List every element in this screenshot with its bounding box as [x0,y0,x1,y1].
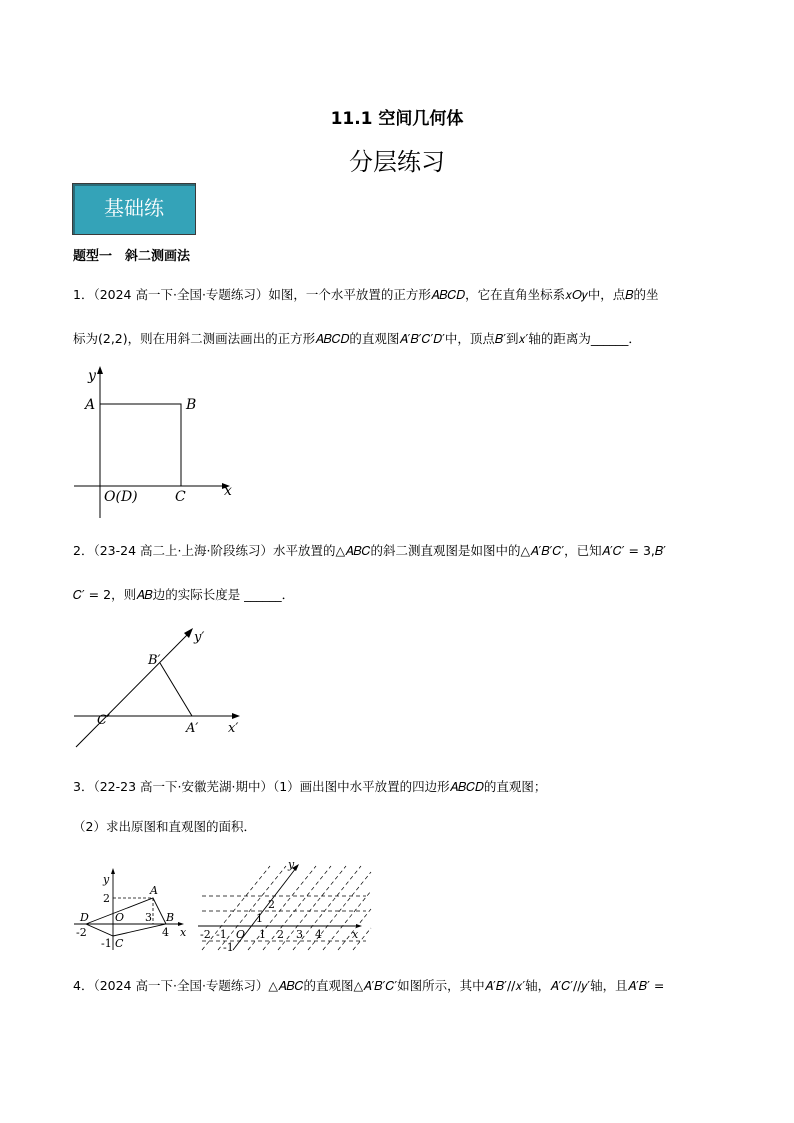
fig3b-xtick-2: 2 [277,928,284,941]
question-1-line-2: 标为(2,2)，则在用斜二测画法画出的正方形𝐴𝐵𝐶𝐷的直观图𝐴′𝐵′𝐶′𝐷′中，顶点𝐵′到𝑥′轴的距离为______． [73,331,641,346]
level-badge-label: 基础练 [104,196,164,220]
fig3a-tick-m2: -2 [76,926,87,939]
fig3a-label-d: D [80,911,89,924]
fig3a-quad-abcd [86,898,166,936]
fig2-label-a: A′ [186,721,199,736]
fig1-label-c: C [175,489,186,505]
fig3b-xtick-3: 3 [296,928,303,941]
fig2-label-b: B′ [148,653,161,668]
fig1-label-o: O(D) [104,489,138,505]
figure-1-square [70,362,240,522]
fig3b-xtick-4: 4 [315,928,322,941]
fig3a-y-label: y [103,873,110,886]
fig3a-label-c: C [115,937,124,950]
level-badge [72,183,196,235]
fig1-label-b: B [186,397,197,413]
fig3b-ytick-2: 2 [268,898,275,911]
fig3b-xtick-m1: -1 [216,928,227,941]
fig3a-y-arrow [111,868,115,874]
fig2-y-label: y′ [194,630,205,645]
fig3b-y-label: y [288,858,295,871]
figure-3-grid [196,856,376,952]
fig3b-xtick-1: 1 [259,928,266,941]
question-2-line-2: 𝐶′ = 2，则𝐴𝐵边的实际长度是 ______． [73,587,295,602]
fig1-y-label: y [88,368,96,384]
fig3a-x-label: x [180,926,187,939]
fig1-label-a: A [85,397,96,413]
fig3a-tick-2: 2 [103,892,110,905]
fig2-label-c: C′ [97,713,110,728]
fig1-square [100,404,181,486]
question-1-line-1: 1．（2024 高一下·全国·专题练习）如图，一个水平放置的正方形𝐴𝐵𝐶𝐷，它在直角坐标系𝑥𝑂𝑦中，点𝐵的坐 [73,287,659,302]
fig3a-tick-m1: -1 [101,937,112,950]
fig1-y-arrow [97,366,103,374]
question-3-line-2: （2）求出原图和直观图的面积． [73,819,256,834]
question-3-line-1: 3．（22-23 高一下·安徽芜湖·期中）（1）画出图中水平放置的四边形𝐴𝐵𝐶𝐷的直观图； [73,779,547,794]
fig3b-grid-diagonals [202,866,371,950]
fig3b-xtick-m2: -2 [200,928,211,941]
question-4-line-1: 4．（2024 高一下·全国·专题练习）△𝐴𝐵𝐶的直观图△𝐴′𝐵′𝐶′如图所示，其中𝐴′𝐵′//𝑥′轴，𝐴′𝐶′//𝑦′轴，且𝐴′𝐵′ = [73,978,665,993]
fig3a-label-a: A [150,884,158,897]
fig3a-label-b: B [166,911,175,924]
fig2-y-axis [76,632,190,747]
page-title: 11.1 空间几何体 [330,109,464,129]
fig3b-ytick-m1: -1 [223,941,234,952]
figure-2-triangle [70,624,250,754]
figure-3-original [72,864,194,952]
fig2-x-arrow [232,713,240,719]
fig3b-ytick-1: 1 [256,912,263,925]
fig2-side-ab [160,663,192,716]
fig1-x-label: x [224,483,232,499]
fig3a-tick-4: 4 [162,926,169,939]
section-heading: 题型一 斜二测画法 [73,249,191,264]
fig3a-tick-3: 3 [145,911,152,924]
fig3b-origin-label: O [236,928,246,941]
page-subtitle: 分层练习 [349,148,445,176]
question-2-line-1: 2．（23-24 高二上·上海·阶段练习）水平放置的△𝐴𝐵𝐶的斜二测直观图是如图中的△𝐴′𝐵′𝐶′，已知𝐴′𝐶′ = 3,𝐵′ [73,543,667,558]
fig2-x-label: x′ [228,721,239,736]
fig3a-label-o: O [115,911,125,924]
fig3b-x-label: x [352,928,359,941]
